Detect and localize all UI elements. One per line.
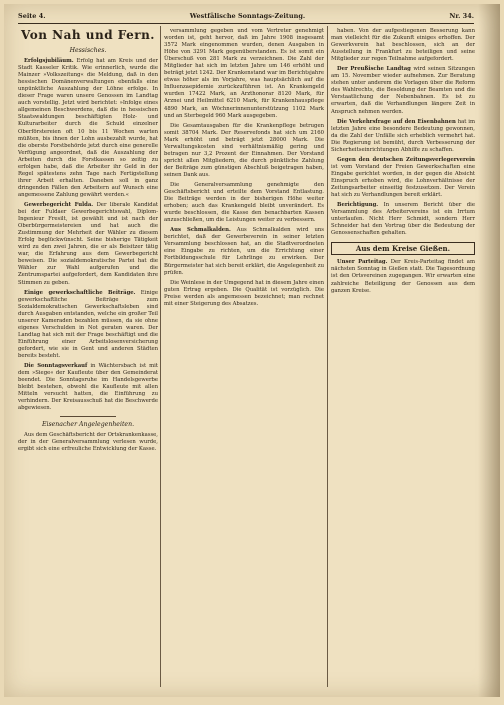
article-paragraph (331, 157, 475, 199)
article-lead: Der Preußische Landtag (337, 66, 411, 73)
article-paragraph (18, 363, 158, 412)
article-text: Der liberale Kandidat bei der Fuldaer Gewerbegerichtswahl, Diplom-Ingenieur Fresilt, ist gewählt und ist nach der Oberbürgermeistereien und hat auch die Zustimmung der Mehrheit der Wähler zu diesem Erfolg beglückwünscht. Seine bisherige Tätigkeit wird zu den zwei Jahren, die er als Beisitzer tätig war, die Erfahrung aus dem Gewerbegericht beweisen. Die sozialdemokratische Partei hat die Wähler zur Wahl aufgerufen und die Zentrumspartei aufgefordert, dem Kandidaten ihre Stimmen zu geben. (18, 201, 158, 286)
article-paragraph (164, 182, 324, 224)
article-text: Aus Schmalkalden wird uns berichtet, daß der Gewerbeverein in seiner letzten Versammlung beschlossen hat, an die Stadtverordneten eine Eingabe zu richten, um die Errichtung einer Fortbildungsschule für Lehrlinge zu erwirken. Der Bürgermeister hat sich bereit erklärt, die Angelegenheit zu prüfen. (164, 227, 324, 276)
article-paragraph (164, 280, 324, 308)
article-paragraph (331, 259, 475, 294)
article-text: versammlung gegeben und vom Vertreter genehmigt worden ist, geht hervor, daß im Jahre 1908 insgesamt 3572 Mark eingenommen wurden, denen Ausgaben in Höhe von 3291 Mark gegenüberstanden. Es ist somit ein Überschuß von 281 Mark zu verzeichnen. Die Zahl der Mitglieder hat sich im letzten Jahre um 146 erhöht und beträgt jetzt 1242. Der Krankenstand war im Berichtsjahre etwas höher als im Vorjahre, was hauptsächlich auf die Influenzaepidemie zurückzuführen ist. An Krankengeld wurden 17422 Mark, an Arzthonorar 8120 Mark, für Arznei und Heilmittel 6210 Mark, für Krankenhauspflege 4890 Mark, an Wöchnerinnenunterstützung 1102 Mark und an Sterbegeld 960 Mark ausgegeben. (164, 28, 324, 119)
article-paragraph (18, 58, 158, 199)
article-text: Die Gesamtausgaben für die Krankenpflege betrugen somit 38704 Mark. Der Reservefonds hat sich um 2160 Mark erhöht und beträgt jetzt 28000 Mark. Die Verwaltungskosten sind verhältnismäßig gering und betragen nur 3,2 Prozent der Einnahmen. Der Vorstand spricht allen Mitgliedern, die durch pünktliche Zahlung der Beiträge zum günstigen Abschluß beigetragen haben, seinen Dank aus. (164, 122, 324, 178)
article-paragraph (331, 28, 475, 63)
article-lead: Einige gewerkschaftliche Beiträge. (24, 289, 136, 296)
newspaper-page (4, 4, 500, 697)
issue-number: Nr. 34. (449, 12, 474, 20)
section-box-title: Aus dem Kreise Gießen. (331, 242, 475, 255)
article-lead: Aus Schmalkalden. (170, 227, 231, 234)
separator (60, 416, 116, 417)
article-paragraph (164, 28, 324, 120)
article-text: wird seinen Sitzungen am 15. November wieder aufnehmen. Zur Beratung stehen unter anderem die Vorlagen über die Reform des Wahlrechts, die Besoldung der Beamten und die Verstaatlichung der Nebenbahnen. Es ist zu erwarten, daß die Verhandlungen längere Zeit in Anspruch nehmen werden. (331, 66, 475, 115)
section-subhead: Hessisches. (69, 47, 107, 54)
column-1 (18, 28, 158, 687)
article-paragraph (18, 202, 158, 287)
article-lead: Gegen den deutschen Zeitungsverlegerverein (337, 156, 475, 163)
article-text: Einige gewerkschaftliche Beiträge zum Sozialdemokratischen Gewerkschaftsleben sind durch Ausgaben entstanden, welche ein großer Teil unserer Kameraden bezahlen müssen, da sie ohne eigenes Verschulden in Not geraten waren. Der Landtag hat sich mit der Frage beschäftigt und die Einführung einer Arbeitslosenversicherung gefordert, wie sie in Gent und anderen Städten bereits besteht. (18, 289, 158, 359)
article-paragraph (331, 119, 475, 154)
article-text: In unserem Bericht über die Versammlung des Arbeitervereins ist ein Irrtum unterlaufen. Nicht Herr Schmidt, sondern Herr Schneider hat den Vortrag über die Bedeutung der Genossenschaften gehalten. (331, 202, 475, 237)
article-text: in Wächtersbach ist mit dem »Siege« der Kaufleute über den Gemeinderat beendet. Die Sonntagsruhe im Handelsgewerbe bleibt bestehen, obwohl die Kaufleute mit allen Mitteln versucht hatten, die Einführung zu verhindern. Der Kreisausschuß hat die Beschwerde abgewiesen. (18, 363, 158, 412)
header-rule (18, 23, 474, 24)
page-header (18, 10, 474, 22)
binding-gutter (478, 4, 500, 697)
article-paragraph (164, 227, 324, 276)
article-lead: Berichtigung. (337, 202, 379, 209)
column-divider (160, 26, 161, 687)
article-text: ist vom Vorstand der Freien Gewerkschaften eine Eingabe gerichtet worden, in der gegen die Absicht Einspruch erhoben wird, die Lohnverhältnisse der Zeitungsarbeiter einseitig festzusetzen. Der Verein hat sich zu Verhandlungen bereit erklärt. (331, 163, 475, 199)
article-lead: Erfolgsjubiläum. (24, 58, 74, 65)
article-paragraph (164, 123, 324, 179)
article-text: haben. Von der aufgestiegenen Besserung kann man vielleicht für die Zukunft einiges erhoffen. Der Gewerkverein hat beschlossen, sich an der Ausstellung in Frankfurt zu beteiligen und seine Mitglieder zur regen Teilnahme aufgefordert. (331, 28, 475, 63)
article-lead: Unser Parteitag. (337, 259, 388, 266)
newspaper-title: Westfälische Sonntags-Zeitung. (189, 12, 306, 20)
article-paragraph (18, 290, 158, 360)
article-text: Die Generalversammlung genehmigte den Geschäftsbericht und erteilte dem Vorstand Entlastung. Die Beiträge werden in der bisherigen Höhe weiter erhoben; auch das Krankengeld bleibt unverändert. Es wurde beschlossen, die Kasse den benachbarten Kassen anzuschließen, um die Leistungen weiter zu verbessern. (164, 181, 324, 224)
article-paragraph (331, 202, 475, 237)
page-number: Seite 4. (18, 12, 46, 20)
article-lead: Die Sonntagsverkauf (24, 363, 88, 370)
section-subhead: Eisenacher Angelegenheiten. (41, 421, 135, 429)
section-title: Von Nah und Fern. (20, 28, 155, 42)
column-divider (327, 26, 328, 687)
article-text: Erfolg hat am Kreis und der Stadt Kasseler Kritik. Wie erinnerlich, wurde die Mainzer »Volkszeitung« die Meldung, daß in den hessischen Domänenverwaltungen ebenfalls eine unpünktliche Auszahlung der Löhne erfolge. In dieser Frage waren unsere Genossen im Landtag auch vorstellig. Jetzt wird berichtet: »Infolge eines allgemeinen Beschwerdens, daß die in hessischen Staatswaldungen beschäftigten Holz- und Kulturarbeiter durch die Schuld einzelner Oberförstereien oft 10 bis 11 Wochen warten müßten, bis ihnen der Lohn ausbezahlt wurde, hat die oberste Forstbehörde jetzt durch eine generelle Verfügung angeordnet, daß die Auszahlung der Arbeiten durch die Forstkassen so zeitig zu erfolgen habe, daß die Arbeiter ihr Geld in der Regel spätestens zehn Tage nach Fertigstellung ihrer Arbeit erhalten. Daneben soll in ganz dringenden Fällen den Arbeitern auf Wunsch eine angemessene Zahlung gewährt werden.« (18, 58, 158, 198)
article-paragraph (331, 66, 475, 115)
article-lead: Gewerbegericht Fulda. (24, 201, 94, 208)
column-3 (331, 28, 475, 687)
column-2 (164, 28, 324, 687)
article-text: Der Kreis-Parteitag findet am nächsten Sonntag in Gießen statt. Die Tagesordnung ist den Ortsvereinen zugegangen. Wir erwarten eine zahlreiche Beteiligung der Genossen aus dem ganzen Kreise. (331, 259, 475, 294)
article-text: Die Weinlese in der Umgegend hat in diesem Jahre einen guten Ertrag ergeben. Die Qualität ist vorzüglich. Die Preise werden als angemessen bezeichnet; man rechnet mit einer Steigerung des Absatzes. (164, 279, 324, 307)
article-paragraph: Aus dem Geschäftsbericht der Ortskrankenkasse, der in der Generalversammlung verlesen wurde, ergibt sich eine erfreuliche Entwicklung der Kasse. (18, 432, 158, 453)
article-lead: Die Verkehrsfrage auf den Eisenbahnen (337, 118, 456, 125)
article-text: hat im letzten Jahre eine besondere Bedeutung gewonnen, da die Zahl der Unfälle sich erheblich vermehrt hat. Die Regierung ist bemüht, durch Verbesserung der Sicherheitseinrichtungen Abhilfe zu schaffen. (331, 118, 475, 153)
